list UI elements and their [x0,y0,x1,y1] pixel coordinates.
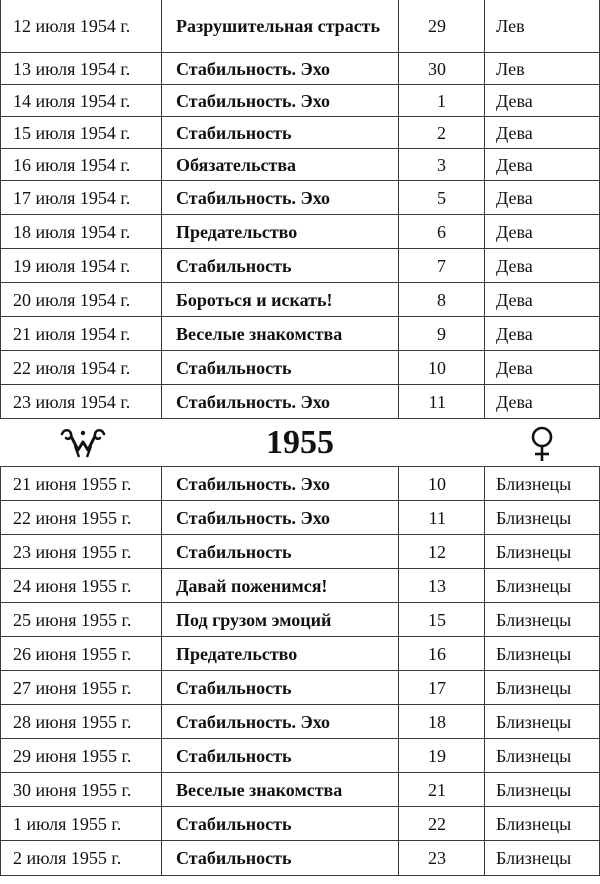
row-event-name: Разрушительная страсть [162,0,399,52]
row-event-name: Стабильность [162,671,399,704]
row-day-number: 30 [399,53,485,84]
row-day-number: 19 [399,739,485,772]
row-date: 15 июля 1954 г. [0,117,162,148]
row-day-number: 23 [399,841,485,875]
row-zodiac-sign: Близнецы [485,467,600,500]
row-date: 1 июля 1955 г. [0,807,162,840]
row-day-number: 21 [399,773,485,806]
table-row [0,739,600,773]
row-event-name: Стабильность [162,535,399,568]
table-row [0,249,600,283]
row-event-name: Стабильность [162,841,399,875]
row-zodiac-sign: Дева [485,85,600,116]
table-row [0,149,600,181]
rows-1955 [0,467,600,876]
row-day-number: 7 [399,249,485,282]
row-event-name: Стабильность. Эхо [162,385,399,418]
row-event-name: Стабильность. Эхо [162,705,399,738]
table-row [0,53,600,85]
row-day-number: 17 [399,671,485,704]
row-zodiac-sign: Дева [485,317,600,350]
table-row [0,569,600,603]
row-event-name: Под грузом эмоций [162,603,399,636]
row-event-name: Давай поженимся! [162,569,399,602]
row-date: 26 июня 1955 г. [0,637,162,670]
row-day-number: 2 [399,117,485,148]
row-date: 14 июля 1954 г. [0,85,162,116]
table-row [0,637,600,671]
row-zodiac-sign: Близнецы [485,637,600,670]
row-event-name: Стабильность [162,351,399,384]
row-date: 25 июня 1955 г. [0,603,162,636]
row-zodiac-sign: Близнецы [485,671,600,704]
table-row [0,671,600,705]
table-row [0,0,600,53]
row-event-name: Стабильность [162,739,399,772]
row-date: 19 июля 1954 г. [0,249,162,282]
venus-icon [524,424,560,464]
row-day-number: 3 [399,149,485,180]
row-day-number: 16 [399,637,485,670]
row-event-name: Бороться и искать! [162,283,399,316]
row-date: 18 июля 1954 г. [0,215,162,248]
rows-1954 [0,0,600,419]
row-event-name: Стабильность [162,117,399,148]
row-date: 23 июня 1955 г. [0,535,162,568]
row-day-number: 10 [399,351,485,384]
table-row [0,385,600,419]
row-day-number: 11 [399,385,485,418]
row-event-name: Стабильность. Эхо [162,501,399,534]
table-row [0,117,600,149]
row-day-number: 18 [399,705,485,738]
table-row [0,603,600,637]
row-event-name: Стабильность. Эхо [162,467,399,500]
row-date: 22 июня 1955 г. [0,501,162,534]
row-event-name: Веселые знакомства [162,773,399,806]
row-day-number: 29 [399,0,485,52]
table-row [0,85,600,117]
table-row [0,807,600,841]
row-zodiac-sign: Близнецы [485,773,600,806]
row-event-name: Предательство [162,637,399,670]
table-row [0,283,600,317]
row-date: 2 июля 1955 г. [0,841,162,875]
row-zodiac-sign: Дева [485,351,600,384]
row-zodiac-sign: Близнецы [485,705,600,738]
table-row [0,467,600,501]
row-event-name: Стабильность. Эхо [162,181,399,214]
row-day-number: 22 [399,807,485,840]
table-row [0,773,600,807]
row-zodiac-sign: Дева [485,283,600,316]
row-zodiac-sign: Близнецы [485,535,600,568]
year-label: 1955 [266,423,334,461]
row-event-name: Обязательства [162,149,399,180]
row-date: 21 июля 1954 г. [0,317,162,350]
row-zodiac-sign: Дева [485,385,600,418]
row-day-number: 9 [399,317,485,350]
table-row [0,501,600,535]
row-day-number: 11 [399,501,485,534]
table-row [0,351,600,385]
table-row [0,535,600,569]
row-zodiac-sign: Близнецы [485,501,600,534]
row-zodiac-sign: Дева [485,149,600,180]
row-event-name: Веселые знакомства [162,317,399,350]
row-event-name: Предательство [162,215,399,248]
row-day-number: 8 [399,283,485,316]
row-day-number: 10 [399,467,485,500]
row-zodiac-sign: Близнецы [485,807,600,840]
row-day-number: 13 [399,569,485,602]
row-date: 20 июля 1954 г. [0,283,162,316]
row-day-number: 6 [399,215,485,248]
table-row [0,317,600,351]
row-date: 30 июня 1955 г. [0,773,162,806]
year-header-1955 [0,419,600,467]
row-day-number: 12 [399,535,485,568]
row-zodiac-sign: Лев [485,53,600,84]
row-date: 17 июля 1954 г. [0,181,162,214]
table-row [0,705,600,739]
row-event-name: Стабильность. Эхо [162,85,399,116]
row-zodiac-sign: Дева [485,249,600,282]
row-event-name: Стабильность [162,807,399,840]
row-day-number: 15 [399,603,485,636]
row-zodiac-sign: Лев [485,0,600,52]
row-date: 16 июля 1954 г. [0,149,162,180]
row-zodiac-sign: Дева [485,181,600,214]
row-date: 12 июля 1954 г. [0,0,162,52]
row-date: 13 июля 1954 г. [0,53,162,84]
row-date: 22 июля 1954 г. [0,351,162,384]
row-event-name: Стабильность. Эхо [162,53,399,84]
row-zodiac-sign: Близнецы [485,603,600,636]
table-row [0,181,600,215]
row-event-name: Стабильность [162,249,399,282]
row-zodiac-sign: Близнецы [485,569,600,602]
table-row [0,215,600,249]
row-day-number: 1 [399,85,485,116]
row-date: 27 июня 1955 г. [0,671,162,704]
row-date: 21 июня 1955 г. [0,467,162,500]
row-day-number: 5 [399,181,485,214]
row-date: 23 июля 1954 г. [0,385,162,418]
table-row [0,841,600,876]
row-date: 28 июня 1955 г. [0,705,162,738]
row-date: 24 июня 1955 г. [0,569,162,602]
row-zodiac-sign: Дева [485,215,600,248]
row-date: 29 июня 1955 г. [0,739,162,772]
row-zodiac-sign: Близнецы [485,841,600,875]
row-zodiac-sign: Дева [485,117,600,148]
row-zodiac-sign: Близнецы [485,739,600,772]
